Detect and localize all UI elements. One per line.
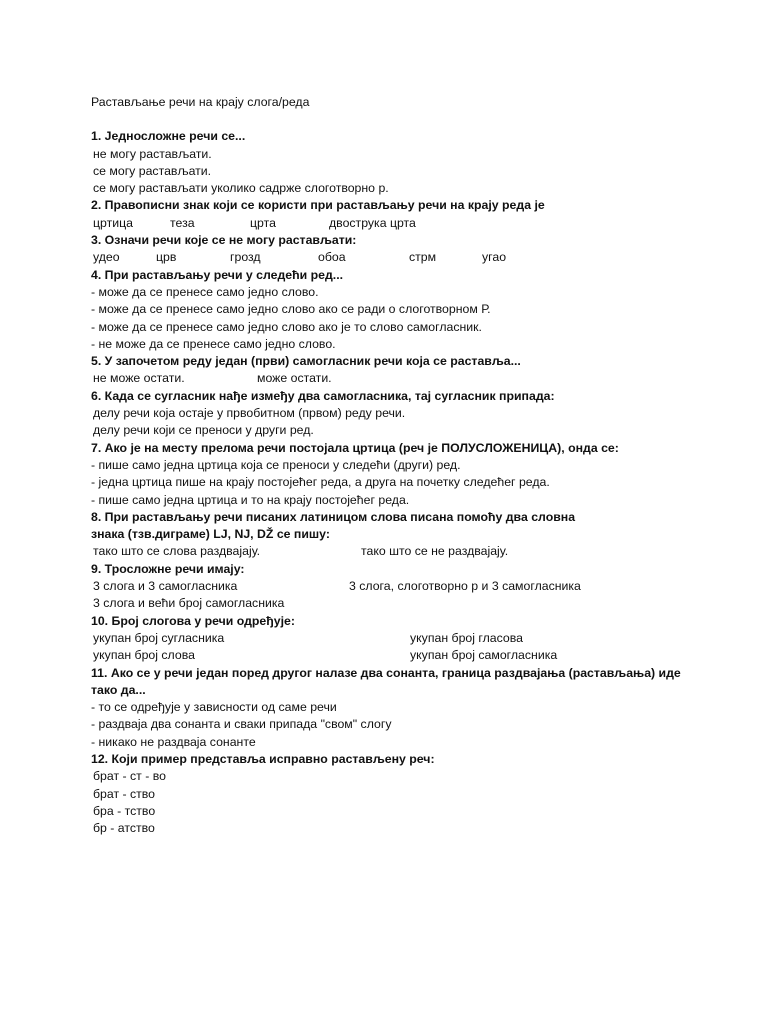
question-6: 6. Када се сугласник нађе између два самогласника, тај сугласник припада: (91, 388, 555, 403)
q10-options-row-1 (91, 630, 691, 647)
question-8: 8. При растављању речи писаних латиницом слова писана помоћу два словна знака (тзв.диграме) LJ, NJ, DŽ се пишу: (91, 509, 576, 542)
question-5: 5. У започетом реду један (први) самогласник речи која се раставља... (91, 354, 521, 369)
question-4: 4. При растављању речи у следећи ред... (91, 267, 344, 282)
q6-option-1[interactable]: делу речи која остаје у првобитном (првом) реду речи. (93, 406, 406, 421)
q11-option-1[interactable]: - то се одређује у зависности од саме речи (91, 700, 337, 715)
q2-option-3[interactable]: црта (250, 215, 276, 230)
q2-option-2[interactable]: теза (170, 215, 195, 230)
question-12: 12. Који пример представља исправно растављену реч: (91, 751, 435, 766)
q5-options-row (91, 370, 691, 387)
q9-option-2[interactable]: 3 слога, слоготворно р и 3 самогласника (349, 579, 581, 594)
question-9: 9. Тросложне речи имају: (91, 561, 245, 576)
q3-option-3[interactable]: грозд (230, 250, 261, 265)
q10-option-3[interactable]: укупан број слова (93, 648, 195, 663)
q3-option-5[interactable]: стрм (409, 250, 437, 265)
q6-option-2[interactable]: делу речи који се преноси у други ред. (93, 423, 314, 438)
q2-option-4[interactable]: двострука црта (329, 215, 416, 230)
q1-option-2[interactable]: се могу растављати. (93, 163, 212, 178)
q9-option-1[interactable]: 3 слога и 3 самогласника (93, 579, 238, 594)
q2-option-1[interactable]: цртица (93, 215, 133, 230)
q8-option-1[interactable]: тако што се слова раздвајају. (93, 544, 261, 559)
q10-options-row-2 (91, 647, 691, 664)
q10-option-4[interactable]: укупан број самогласника (410, 648, 558, 663)
q7-option-3[interactable]: - пише само једна цртица и то на крају постојећег реда. (91, 492, 410, 507)
q10-option-1[interactable]: укупан број сугласника (93, 630, 225, 645)
document-title: Растављање речи на крају слога/реда (91, 95, 310, 109)
q2-options-row (91, 215, 691, 232)
q12-option-4[interactable]: бр - атство (93, 821, 155, 836)
q7-option-2[interactable]: - једна цртица пише на крају постојећег реда, а друга на почетку следећег реда. (91, 475, 550, 490)
question-1: 1. Једносложне речи се... (91, 129, 246, 144)
question-11: 11. Ако се у речи један поред другог налазе два сонанта, граница раздвајања (растављања) иде тако да... (91, 665, 681, 697)
q12-option-2[interactable]: брат - ство (93, 786, 156, 801)
question-7: 7. Ако је на месту прелома речи постојала цртица (реч је ПОЛУСЛОЖЕНИЦА), онда се: (91, 440, 619, 455)
q8-option-2[interactable]: тако што се не раздвајају. (361, 544, 509, 559)
document-page (91, 94, 691, 837)
q4-option-4[interactable]: - не може да се пренесе само једно слово. (91, 336, 336, 351)
q4-option-2[interactable]: - може да се пренесе само једно слово ако се ради о слоготворном Р. (91, 302, 491, 317)
q3-options-row (91, 249, 691, 266)
q1-option-1[interactable]: не могу растављати. (93, 146, 212, 161)
q3-option-6[interactable]: угао (482, 250, 507, 265)
q5-option-1[interactable]: не може остати. (93, 371, 185, 386)
q12-option-3[interactable]: бра - тство (93, 803, 156, 818)
q5-option-2[interactable]: може остати. (257, 371, 332, 386)
q3-option-1[interactable]: удео (93, 250, 120, 265)
q4-option-3[interactable]: - може да се пренесе само једно слово ако је то слово самогласник. (91, 319, 482, 334)
q3-option-2[interactable]: црв (156, 250, 177, 265)
q3-option-4[interactable]: обоа (318, 250, 346, 265)
q8-options-row (91, 543, 691, 560)
q4-option-1[interactable]: - може да се пренесе само једно слово. (91, 284, 319, 299)
q11-option-2[interactable]: - раздваја два сонанта и сваки припада "свом" слогу (91, 717, 392, 732)
q1-option-3[interactable]: се могу растављати уколико садрже слоготворно р. (93, 181, 389, 196)
q10-option-2[interactable]: укупан број гласова (410, 630, 523, 645)
question-3: 3. Означи речи које се не могу растављати: (91, 233, 357, 248)
q7-option-1[interactable]: - пише само једна цртица која се преноси у следећи (други) ред. (91, 457, 461, 472)
question-2: 2. Правописни знак који се користи при растављању речи на крају реда је (91, 198, 545, 213)
q9-option-3[interactable]: 3 слога и већи број самогласника (93, 596, 285, 611)
q9-options-row (91, 578, 691, 595)
q11-option-3[interactable]: - никако не раздваја сонанте (91, 734, 256, 749)
q12-option-1[interactable]: брат - ст - во (93, 769, 166, 784)
question-10: 10. Број слогова у речи одређује: (91, 613, 295, 628)
